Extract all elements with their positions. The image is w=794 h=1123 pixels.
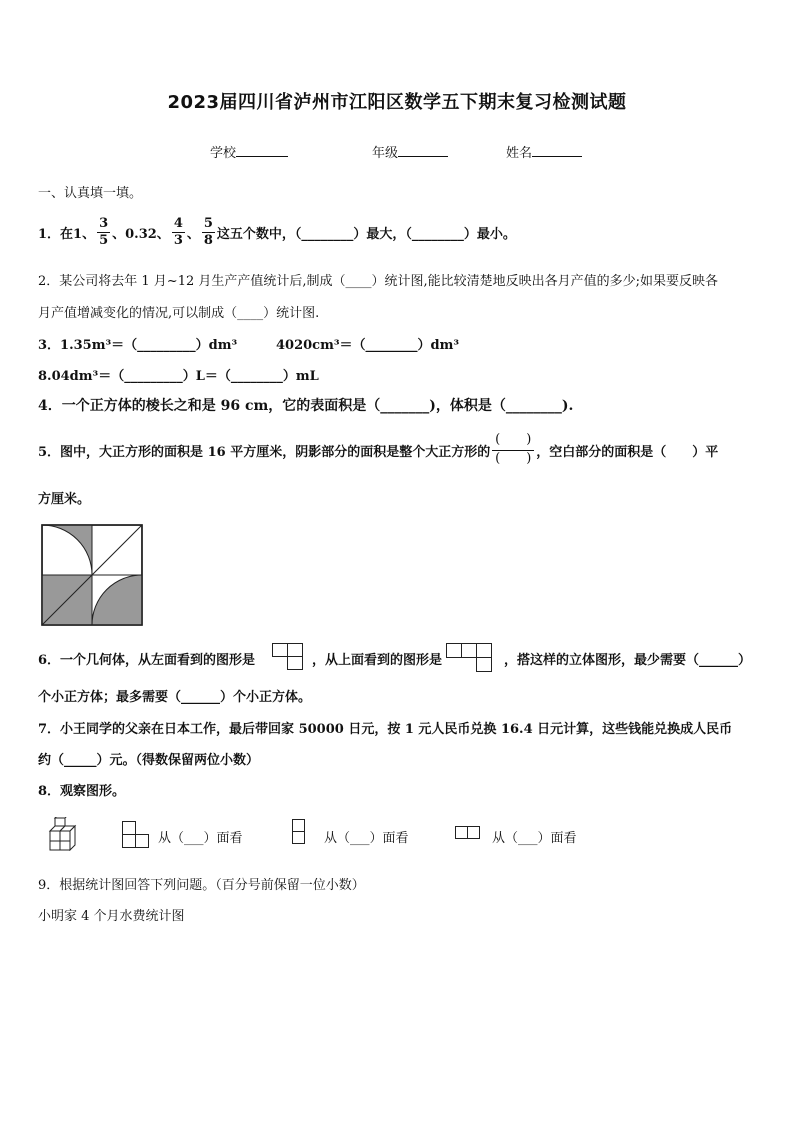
q6-line2: 个小正方体；最多需要（______）个小正方体。 [38, 690, 312, 705]
q1-prefix: 1．在1、 [38, 226, 96, 242]
school-label: 学校 [210, 146, 237, 161]
q1-suffix: 这五个数中，（________）最大，（________）最小。 [216, 226, 516, 242]
view-shape-2 [292, 819, 306, 847]
view-label-2: 从（___）面看 [324, 831, 409, 846]
question-5-line2: 方厘米。 [38, 492, 91, 507]
blank-fraction[interactable] [492, 432, 534, 469]
view-label-3: 从（___）面看 [492, 831, 577, 846]
name-blank[interactable] [532, 144, 582, 157]
question-3c: 8.04dm³＝（_________）L＝（________）mL [38, 369, 319, 384]
page-title: 2023届四川省泸州市江阳区数学五下期末复习检测试题 [167, 92, 627, 113]
fraction-4-3: $\frac{4}{3}$ [173, 215, 183, 248]
q6-part2: ，从上面看到的图形是 [312, 653, 443, 668]
question-7-line1: 7．小王同学的父亲在日本工作，最后带回家 50000 日元，按 1 元人民币兑换 16.4 日元计算，这些钱能兑换成人民币 [38, 722, 733, 737]
top-view-shape [446, 643, 494, 673]
chart-caption: 小明家 4 个月水费统计图 [38, 909, 185, 924]
q5-part2: ，空白部分的面积是（ ）平 [536, 444, 719, 460]
cube-stack-figure [46, 817, 80, 851]
view-shape-1 [122, 821, 152, 849]
question-7-line2: 约（_____）元。（得数保留两位小数） [38, 753, 260, 768]
blank-numerator[interactable]: ( ) [492, 432, 534, 451]
square-shaded-figure [41, 524, 143, 626]
blank-denominator[interactable]: ( ) [495, 450, 532, 466]
view-shape-3 [455, 826, 483, 840]
question-3b: 4020cm³＝（________）dm³ [276, 338, 460, 353]
question-1 [38, 210, 516, 254]
grade-field [372, 142, 448, 161]
q5-part1: 5．图中，大正方形的面积是 16 平方厘米，阴影部分的面积是整个大正方形的 [38, 444, 491, 460]
name-field [506, 142, 582, 161]
question-2-line1: 2．某公司将去年 1 月~12 月生产产值统计后,制成（____）统计图,能比较清楚地反映出各月产值的多少;如果要反映各 [38, 274, 719, 289]
question-5-line1 [38, 427, 718, 473]
grade-label: 年级 [372, 146, 399, 161]
q1-sep: 、 [186, 226, 200, 242]
fraction-5-8: $\frac{5}{8}$ [203, 215, 213, 248]
name-label: 姓名 [506, 146, 533, 161]
question-8-label: 8．观察图形。 [38, 784, 126, 799]
question-2-line2: 月产值增减变化的情况,可以制成（____）统计图. [38, 306, 320, 321]
question-3a: 3．1.35m³＝（_________）dm³ [38, 338, 238, 353]
left-view-shape [272, 643, 304, 671]
view-label-1: 从（___）面看 [158, 831, 243, 846]
fraction-3-5: $\frac{3}{5}$ [99, 215, 109, 248]
school-field [210, 142, 288, 161]
q6-part3: ，搭这样的立体图形，最少需要（______） [504, 653, 752, 668]
section-heading: 一、认真填一填。 [38, 186, 143, 201]
q1-mid: 、0.32、 [112, 226, 170, 242]
grade-blank[interactable] [398, 144, 448, 157]
question-9-label: 9．根据统计图回答下列问题。（百分号前保留一位小数） [38, 878, 365, 893]
school-blank[interactable] [236, 144, 288, 157]
question-4: 4．一个正方体的棱长之和是 96 cm，它的表面积是（_______)，体积是（________). [38, 398, 574, 414]
q6-part1: 6．一个几何体，从左面看到的图形是 [38, 653, 256, 668]
